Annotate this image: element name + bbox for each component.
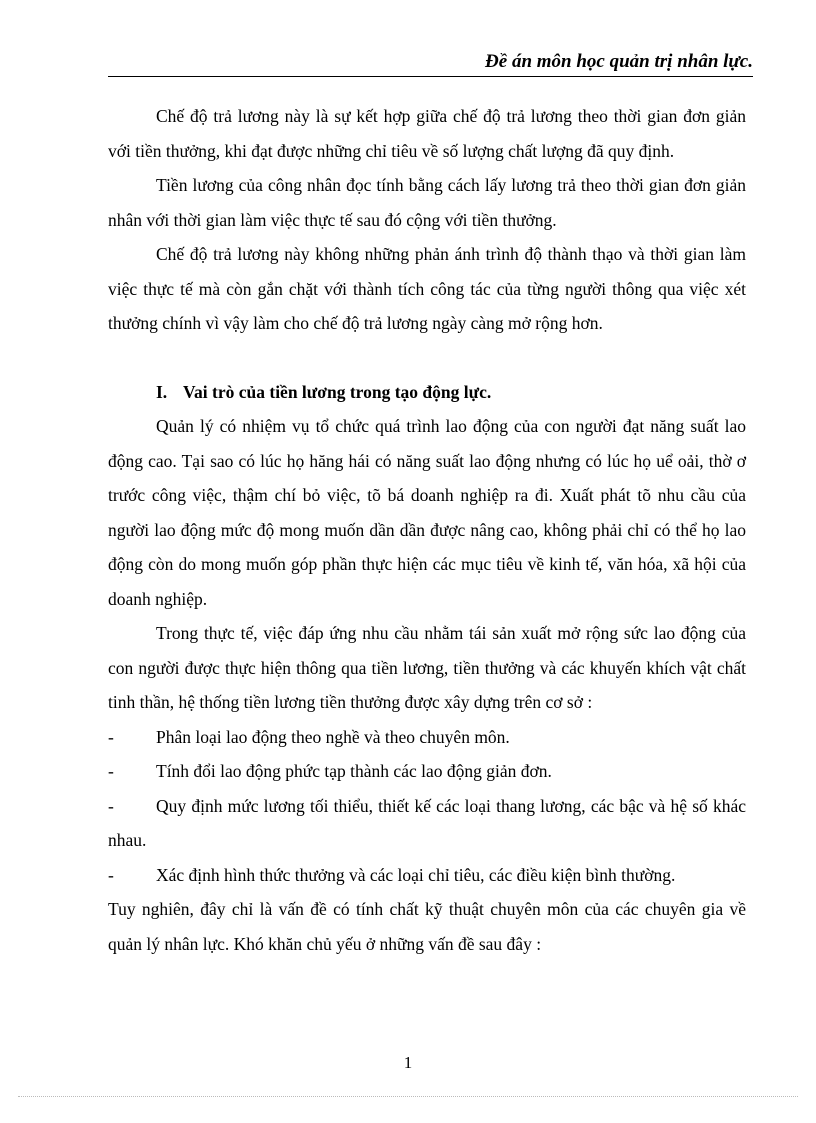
paragraph: Trong thực tế, việc đáp ứng nhu cầu nhằm tái sản xuất mở rộng sức lao động của con người được thực hiện thông qua tiền lương, tiền thưởng và các khuyến khích vật chất tinh thần, hệ thống tiền lương tiền thưởng được xây dựng trên cơ sở : (108, 623, 746, 712)
page-bottom-edge (18, 1096, 798, 1097)
list-item-text: Xác định hình thức thưởng và các loại chỉ tiêu, các điều kiện bình thường. (156, 864, 676, 885)
header-rule (108, 76, 753, 77)
paragraph: Chế độ trả lương này không những phản ánh trình độ thành thạo và thời gian làm việc thực tế mà còn gắn chặt với thành tích công tác của từng người thông qua việc xét thưởng chính vì vậy làm cho chế độ trả lương ngày càng mở rộng hơn. (108, 244, 746, 333)
document-body (108, 99, 746, 961)
paragraph: Chế độ trả lương này là sự kết hợp giữa chế độ trả lương theo thời gian đơn giản với tiền thưởng, khi đạt được những chỉ tiêu về số lượng chất lượng đã quy định. (108, 106, 746, 161)
paragraph: Quản lý có nhiệm vụ tổ chức quá trình lao động của con người đạt năng suất lao động cao. Tại sao có lúc họ hăng hái có năng suất lao động nhưng có lúc họ uể oải, thờ ơ trước công việc, thậm chí bỏ việc, tõ bá doanh nghiệp ra đi. Xuất phát tõ nhu cầu của người lao động mức độ mong muốn dần dần được nâng cao, không phải chỉ có thể họ lao động còn do mong muốn góp phần thực hiện các mục tiêu về kinh tế, văn hóa, xã hội của doanh nghiệp. (108, 416, 746, 609)
list-dash: - (108, 726, 114, 747)
list-item-text: Phân loại lao động theo nghề và theo chuyên môn. (156, 726, 510, 747)
list-item (108, 754, 746, 789)
paragraph: Tiền lương của công nhân đọc tính bằng cách lấy lương trả theo thời gian đơn giản nhân với thời gian làm việc thực tế sau đó cộng với tiền thưởng. (108, 175, 746, 230)
list-dash: - (108, 864, 114, 885)
section-number: I. (156, 381, 168, 402)
list-dash: - (108, 795, 114, 816)
list-item-hanging (108, 789, 746, 858)
running-header: Đề án môn học quản trị nhân lực. (485, 51, 753, 72)
section-title: Vai trò của tiền lương trong tạo động lực. (183, 381, 492, 402)
spacer (108, 341, 746, 375)
list-dash: - (108, 761, 114, 781)
list-item-text: Quy định mức lương tối thiểu, thiết kế các loại thang lương, các bậc và hệ số khác nhau. (108, 795, 746, 850)
section-heading (108, 375, 746, 410)
paragraph: Tuy nghiên, đây chỉ là vấn đề có tính chất kỹ thuật chuyên môn của các chuyên gia về quản lý nhân lực. Khó khăn chủ yếu ở những vấn đề sau đây : (108, 899, 746, 954)
list-item (108, 720, 746, 755)
page-number: 1 (403, 1053, 413, 1072)
list-item (108, 858, 746, 893)
list-item-text: Tính đổi lao động phức tạp thành các lao động giản đơn. (156, 761, 552, 781)
